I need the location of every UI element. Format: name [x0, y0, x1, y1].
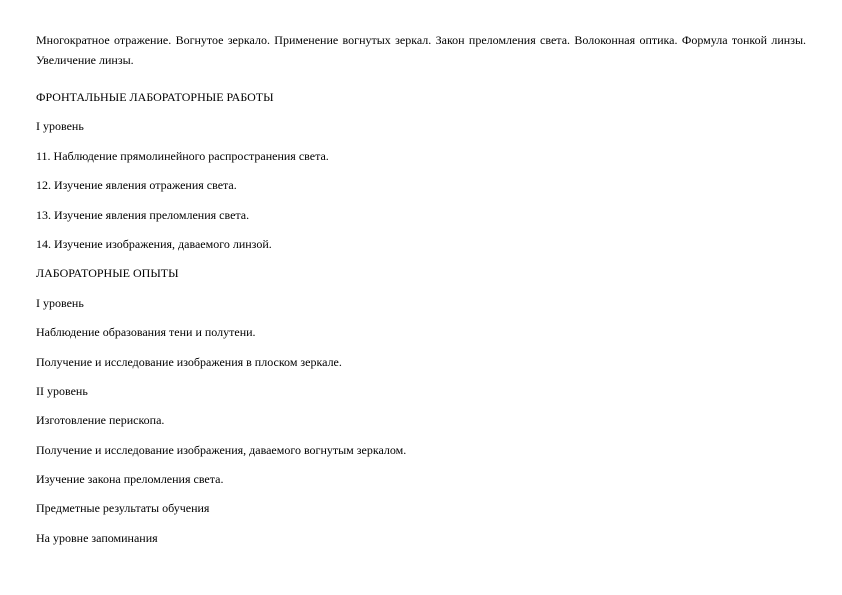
work-item: 12. Изучение явления отражения света. [36, 178, 237, 193]
frontal-level-label: I уровень [36, 119, 84, 134]
experiment-item: Наблюдение образования тени и полутени. [36, 325, 256, 340]
experiment-item: Изучение закона преломления света. [36, 472, 224, 487]
work-item: 13. Изучение явления преломления света. [36, 207, 250, 222]
intro-paragraph: Многократное отражение. Вогнутое зеркало. Применение вогнутых зеркал. Закон преломления света. Волоконная оптика. Формула тонкой линзы. Увеличение линзы. [36, 33, 806, 67]
results-level-label: На уровне запоминания [36, 530, 158, 545]
work-item: 14. Изучение изображения, даваемого линзой. [36, 236, 272, 251]
frontal-works-heading: ФРОНТАЛЬНЫЕ ЛАБОРАТОРНЫЕ РАБОТЫ [36, 90, 274, 104]
experiment-item: Получение и исследование изображения, даваемого вогнутым зеркалом. [36, 442, 407, 457]
experiments-heading: ЛАБОРАТОРНЫЕ ОПЫТЫ [36, 266, 179, 281]
experiment-item: Изготовление перископа. [36, 413, 165, 428]
document-page [36, 30, 806, 557]
results-heading: Предметные результаты обучения [36, 501, 210, 516]
experiment-item: Получение и исследование изображения в плоском зеркале. [36, 354, 342, 369]
level-1-label: I уровень [36, 295, 84, 310]
level-2-label: II уровень [36, 383, 88, 398]
work-item: 11. Наблюдение прямолинейного распространения света. [36, 148, 329, 163]
